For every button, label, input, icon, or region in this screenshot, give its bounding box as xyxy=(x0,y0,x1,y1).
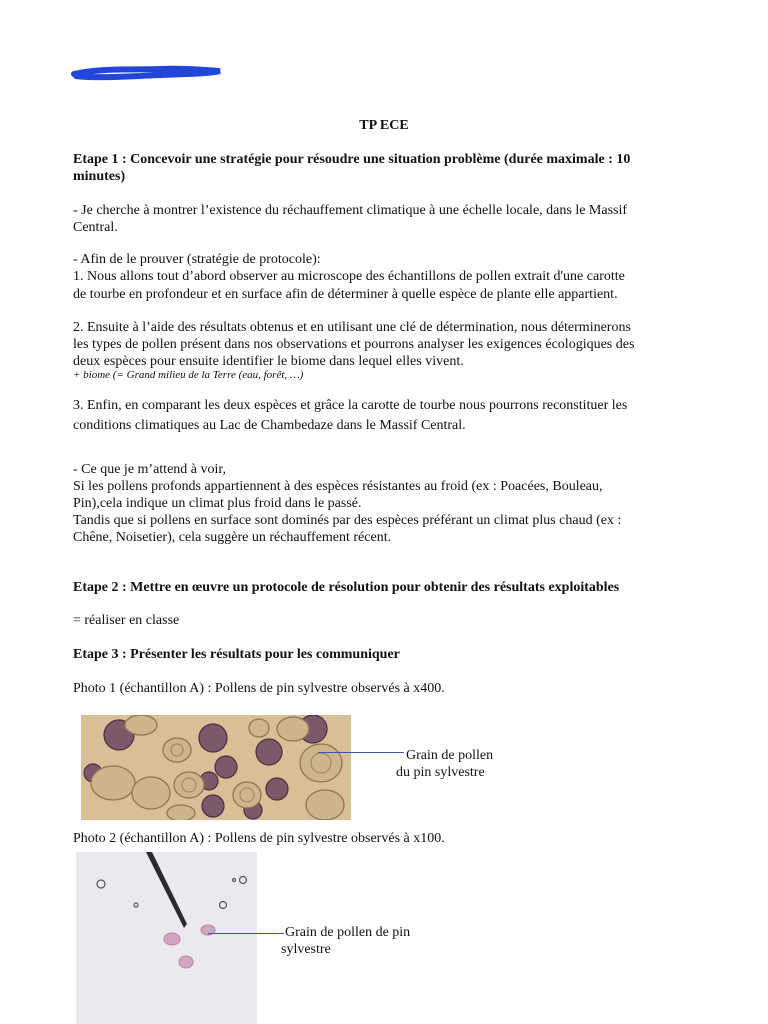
photo1-label-line2: du pin sylvestre xyxy=(396,765,485,780)
step2-heading: Etape 2 : Mettre en œuvre un protocole de résolution pour obtenir des résultats exploitables xyxy=(73,580,620,595)
photo2-microscope-image xyxy=(76,852,257,1024)
step1-intro-line1: - Je cherche à montrer l’existence du réchauffement climatique à une échelle locale, dans le Massif xyxy=(73,203,628,218)
strategy-p2-line1: 2. Ensuite à l’aide des résultats obtenus et en utilisant une clé de détermination, nous déterminerons xyxy=(73,320,631,335)
photo2-label-line1: Grain de pollen de pin xyxy=(285,925,411,940)
expectation-line2: Si les pollens profonds appartiennent à des espèces résistantes au froid (ex : Poacées, Bouleau, xyxy=(73,479,603,494)
strategy-p2-line2: les types de pollen présent dans nos observations et pourrons analyser les exigences écologiques des xyxy=(73,337,635,352)
biome-note: + biome (= Grand milieu de la Terre (eau, forêt, …) xyxy=(73,369,304,381)
strategy-p1-line2: de tourbe en profondeur et en surface afin de déterminer à quelle espèce de plante elle appartient. xyxy=(73,287,618,302)
photo1-caption: Photo 1 (échantillon A) : Pollens de pin sylvestre observés à x400. xyxy=(73,681,445,696)
redacted-name-scribble xyxy=(70,62,226,84)
expectation-line4: Tandis que si pollens en surface sont dominés par des espèces préférant un climat plus chaud (ex : xyxy=(73,513,622,528)
expectation-line5: Chêne, Noisetier), cela suggère un réchauffement récent. xyxy=(73,530,392,545)
page-title: TP ECE xyxy=(359,118,409,133)
photo2-label-line2: sylvestre xyxy=(281,942,331,957)
step1-heading-line2: minutes) xyxy=(73,169,126,184)
strategy-p3-line2: conditions climatiques au Lac de Chambedaze dans le Massif Central. xyxy=(73,418,466,433)
photo2-caption: Photo 2 (échantillon A) : Pollens de pin sylvestre observés à x100. xyxy=(73,831,445,846)
photo1-label-pointer xyxy=(318,752,404,753)
step1-intro-line2: Central. xyxy=(73,220,118,235)
strategy-p2-line3: deux espèces pour ensuite identifier le biome dans lequel elles vivent. xyxy=(73,354,464,369)
photo1-microscope-image xyxy=(81,715,351,820)
photo1-label-line1: Grain de pollen xyxy=(406,748,494,763)
step3-heading: Etape 3 : Présenter les résultats pour les communiquer xyxy=(73,647,400,662)
strategy-p1-line1: 1. Nous allons tout d’abord observer au microscope des échantillons de pollen extrait d'une carotte xyxy=(73,269,625,284)
photo2-label-pointer xyxy=(208,933,284,934)
expectation-line1: - Ce que je m’attend à voir, xyxy=(73,462,226,477)
strategy-p3-line1: 3. Enfin, en comparant les deux espèces et grâce la carotte de tourbe nous pourrons reconstituer les xyxy=(73,398,628,413)
step1-heading-line1: Etape 1 : Concevoir une stratégie pour résoudre une situation problème (durée maximale : 10 xyxy=(73,152,631,167)
strategy-title: - Afin de le prouver (stratégie de protocole): xyxy=(73,252,321,267)
step2-text: = réaliser en classe xyxy=(73,613,180,628)
expectation-line3: Pin),cela indique un climat plus froid dans le passé. xyxy=(73,496,362,511)
